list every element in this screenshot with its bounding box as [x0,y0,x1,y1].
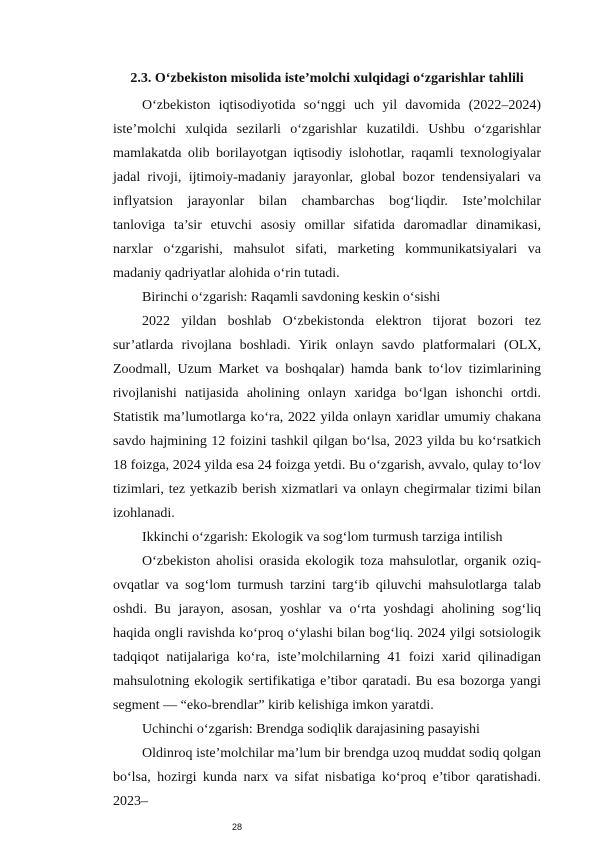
body-paragraph-intro: O‘zbekiston iqtisodiyotida so‘nggi uch yil davomida (2022–2024) iste’molchi xulqida sezilarli o‘zgarishlar kuzatildi. Ushbu o‘zgarishlar mamlakatda olib borilayotgan iqtisodiy islohotlar, raqamli texnologiyalar jadal rivoji, ijtimoiy-madaniy jarayonlar, global bozor tendensiyalari va inflyatsion jarayonlar bilan chambarchas bog‘liqdir. Iste’molchilar tanloviga ta’sir etuvchi asosiy omillar sifatida daromadlar dinamikasi, narxlar o‘zgarishi, mahsulot sifati, marketing kommunikatsiyalari va madaniy qadriyatlar alohida o‘rin tutadi. [113,98,541,281]
subheading-third-change: Uchinchi o‘zgarish: Brendga sodiqlik darajasining pasayishi [142,722,480,737]
subheading-second-change: Ikkinchi o‘zgarish: Ekologik va sog‘lom turmush tarziga intilish [142,530,503,545]
page-number: 28 [231,822,242,832]
subheading-first-change: Birinchi o‘zgarish: Raqamli savdoning keskin o‘sishi [142,290,441,305]
section-title: 2.3. O‘zbekiston misolida iste’molchi xulqidagi o‘zgarishlar tahlili [130,71,524,86]
body-paragraph-digital-trade: 2022 yildan boshlab O‘zbekistonda elektron tijorat bozori tez sur’atlarda rivojlana boshladi. Yirik onlayn savdo platformalari (OLX, Zoodmall, Uzum Market va boshqalar) hamda bank to‘lov tizimlarining rivojlanishi natijasida aholining onlayn xaridga bo‘lgan ishonchi ortdi. Statistik ma’lumotlarga ko‘ra, 2022 yilda onlayn xaridlar umumiy chakana savdo hajmining 12 foizini tashkil qilgan bo‘lsa, 2023 yilda bu ko‘rsatkich 18 foizga, 2024 yilda esa 24 foizga yetdi. Bu o‘zgarish, avvalo, qulay to‘lov tizimlari, tez yetkazib berish xizmatlari va onlayn chegirmalar tizimi bilan izohlanadi. [113,314,541,521]
body-paragraph-ecology: O‘zbekiston aholisi orasida ekologik toza mahsulotlar, organik oziq-ovqatlar va sog‘lom turmush tarzini targ‘ib qiluvchi mahsulotlarga talab oshdi. Bu jarayon, asosan, yoshlar va o‘rta yoshdagi aholining sog‘liq haqida ongli ravishda ko‘proq o‘ylashi bilan bog‘liq. 2024 yilgi sotsiologik tadqiqot natijalariga ko‘ra, iste’molchilarning 41 foizi xarid qilinadigan mahsulotning ekologik sertifikatiga e’tibor qaratadi. Bu esa bozorga yangi segment — “eko-brendlar” kirib kelishiga imkon yaratdi. [113,554,541,713]
body-paragraph-brand-loyalty: Oldinroq iste’molchilar ma’lum bir brendga uzoq muddat sodiq qolgan bo‘lsa, hozirgi kunda narx va sifat nisbatiga ko‘proq e’tibor qaratishadi. 2023– [113,746,541,809]
document-page [113,64,541,814]
